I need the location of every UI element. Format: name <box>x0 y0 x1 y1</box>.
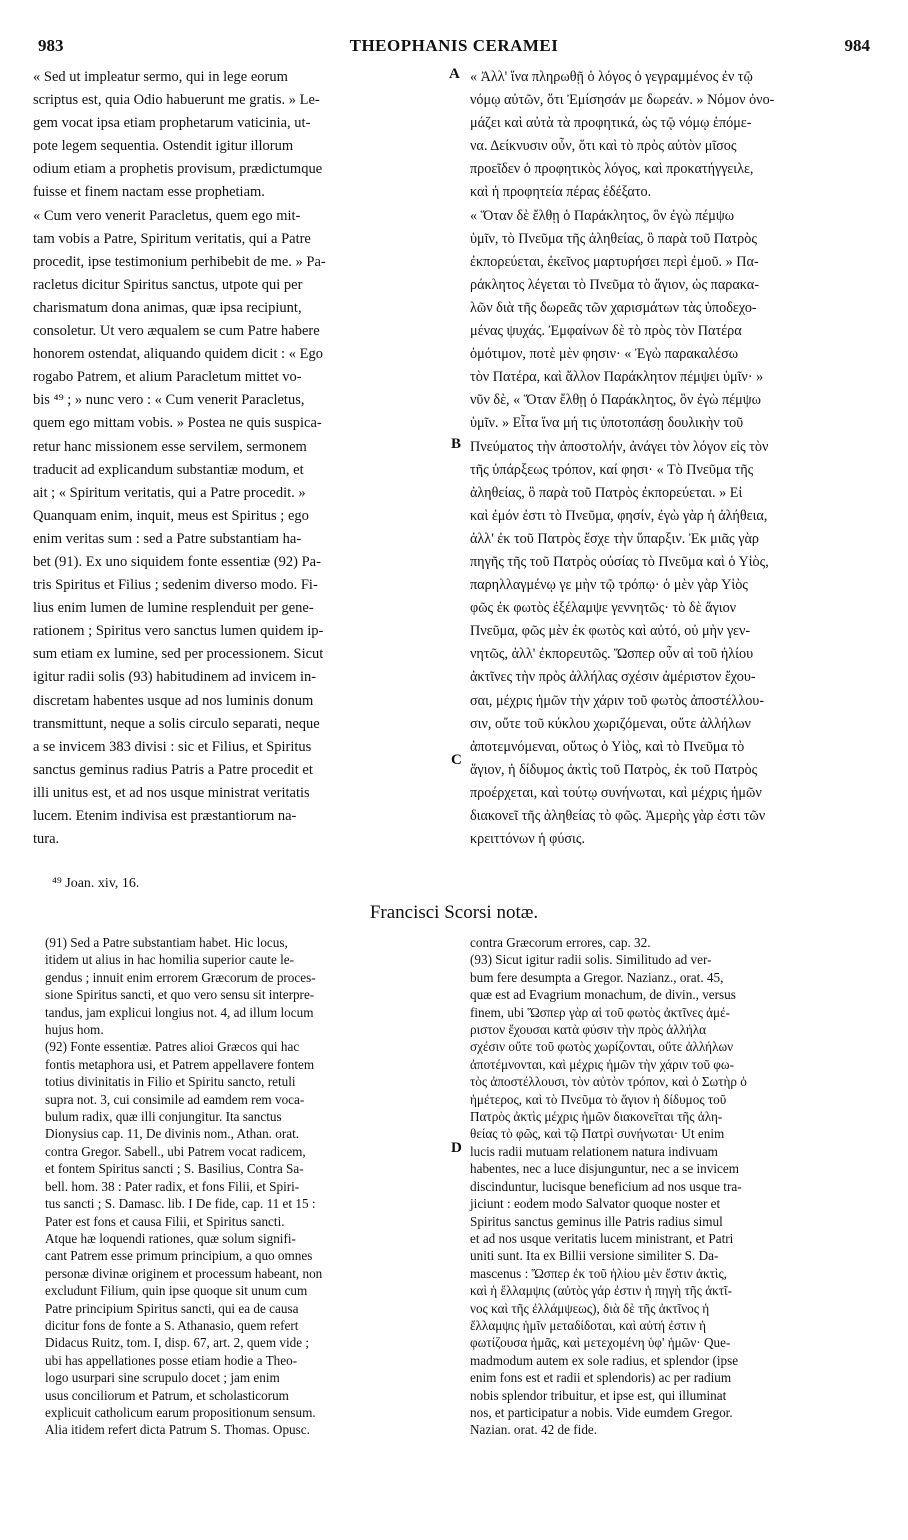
running-title: THEOPHANIS CERAMEI <box>349 36 559 55</box>
footnote: ⁴⁹ Joan. xiv, 16. <box>52 876 140 891</box>
notes-left-column: (91) Sed a Patre substantiam habet. Hic locus, itidem ut alius in hac homilia superior caute le- gendus ; innuit enim errorem Græcorum de proces- sione Spiritus sancti, et quo vero sensu sit interpre- tandus, jam explicui longius not. 4, ad illum locum hujus hom. (92) Fonte essentiæ. Patres alioi Græcos qui hac fontis metaphora usi, et Patrem appellavere fontem totius divinitatis in Filio et Spiritu sancto, retuli supra not. 3, cui consimile ad eamdem rem voca- bulum radix, quæ illi conjungitur. Ita sanctus Dionysius cap. 11, De divinis nom., Athan. orat. contra Gregor. Sabell., ubi Patrem vocat radicem, et fontem Spiritus sancti ; S. Basilius, Contra Sa- bell. hom. 38 : Pater radix, et fons Filii, et Spiri- tus sancti ; S. Damasc. lib. I De fide, cap. 11 et 15 : Pater est fons et causa Filii, et Spiritus sancti. Atque hæ loquendi rationes, quæ solum signifi- cant Patrem esse primum principium, a quo omnes personæ divinæ originem et processum habeant, non excludunt Filium, quin ipse quoque sit unum cum Patre principium Spiritus sancti, qui ea de causa dicitur fons de fonte a S. Athanasio, quem refert Didacus Ruitz, tom. I, disp. 67, art. 2, quem vide ; ubi has appellationes posse etiam hodie a Theo- logo usurpari sine scrupulo docet ; jam enim usus conciliorum et Patrum, et scholasticorum explicuit catholicum earum propositionum sensum. Alia itidem refert dicta Patrum S. Thomas. Opusc. <box>45 935 323 1438</box>
page-number-right: 984 <box>844 36 870 55</box>
notes-right-column: contra Græcorum errores, cap. 32. (93) Sicut igitur radii solis. Similitudo ad ver- bum fere desumpta a Gregor. Nazianz., orat. 45, quæ est ad Evagrium monachum, de divin., versus finem, ubi Ὥσπερ γὰρ αἱ τοῦ φωτὸς ἀκτῖνες ἀμέ- ριστον ἔχουσαι κατὰ φύσιν τὴν πρὸς ἀλλήλα σχέσιν οὔτε τοῦ φωτὸς χωρίζονται, οὔτε ἀλλήλων ἀποτέμνονται, καὶ μέχρις ἡμῶν τὴν χάριν τοῦ φω- τὸς ἀποστέλλουσι, τὸν αὐτὸν τρόπον, καὶ ὁ Σωτὴρ ὁ ἡμέτερος, καὶ τὸ Πνεῦμα τὸ ἅγιον ἡ δίδυμος τοῦ Πατρὸς ἀκτὶς μέχρις ἡμῶν διακονεῖται τῆς ἀλη- θείας τὸ φῶς, καὶ τῷ Πατρὶ συνήνωται· Ut enim lucis radii mutuam relationem natura indivuam habentes, nec a luce disjunguntur, nec a se invicem discinduntur, lucisque beneficium ad nos usque tra- jiciunt : eodem modo Salvator quoque noster et Spiritus sanctus geminus ille Patris radius simul et ad nos usque veritatis lucem ministrant, et Patri uniti sunt. Ita ex Billii versione similiter S. Da- mascenus : Ὥσπερ ἐκ τοῦ ἡλίου μὲν ἔστιν ἀκτὶς, καὶ ἡ ἔλλαμψις (αὐτὸς γάρ ἐστιν ἡ πηγὴ τῆς ἀκτῖ- νος καὶ τῆς ἐλλάμψεως), διὰ δὲ τῆς ἀκτῖνος ἡ ἔλλαμψις ἡμῖν μεταδίδοται, καὶ αὐτή ἐστιν ἡ φωτίζουσα ἡμᾶς, καὶ μετεχομένη ὑφ' ἡμῶν· Que- madmodum autem ex sole radius, et splendor (ipse enim fons est et radii et splendoris) ac per radium nobis splendor tribuitur, et ipse est, qui illuminat nos, et participatur a nobis. Vide eumdem Gregor. Nazian. orat. 42 de fide. <box>470 935 747 1438</box>
margin-letter-c: C <box>451 752 462 768</box>
margin-letter-d: D <box>451 1140 462 1156</box>
margin-letter-b: B <box>451 436 462 452</box>
greek-text-column: « Ἀλλ' ἵνα πληρωθῇ ὁ λόγος ὁ γεγραμμένος ἐν τῷ νόμῳ αὐτῶν, ὅτι Ἐμίσησάν με δωρεάν. » Νόμον ὀνο- μάζει καὶ αὐτὰ τὰ προφητικά, ὡς τῷ νόμῳ ἑπόμε- να. Δείκνυσιν οὖν, ὅτι καὶ τὸ πρὸς αὐτὸν μῖσος προεῖδεν ὁ προφητικὸς λόγος, καὶ προκατήγγειλε, καὶ ἡ προφητεία πέρας ἐδέξατο. « Ὅταν δὲ ἔλθῃ ὁ Παράκλητος, ὃν ἐγὼ πέμψω ὑμῖν, τὸ Πνεῦμα τῆς ἀληθείας, ὃ παρὰ τοῦ Πατρὸς ἐκπορεύεται, ἐκεῖνος μαρτυρήσει περὶ ἐμοῦ. » Πα- ράκλητος λέγεται τὸ Πνεῦμα τὸ ἅγιον, ὡς παρακα- λῶν διὰ τῆς δωρεᾶς τῶν χαρισμάτων τὰς ὑποδεχο- μένας ψυχάς. Ἐμφαίνων δὲ τὸ πρὸς τὸν Πατέρα ὁμότιμον, ποτὲ μὲν φησιν· « Ἐγὼ παρακαλέσω τὸν Πατέρα, καὶ ἄλλον Παράκλητον πέμψει ὑμῖν· » νῦν δὲ, « Ὅταν ἔλθῃ ὁ Παράκλητος, ὃν ἐγὼ πέμψω ὑμῖν. » Εἶτα ἵνα μή τις ὑποτοπάσῃ δουλικὴν τοῦ Πνεύματος τὴν ἀποστολήν, ἀνάγει τὸν λόγον εἰς τὸν τῆς ὑπάρξεως τρόπον, καί φησι· « Τὸ Πνεῦμα τῆς ἀληθείας, ὃ παρὰ τοῦ Πατρὸς ἐκπορεύεται. » Εἰ καὶ ἐμόν ἐστι τὸ Πνεῦμα, φησίν, ἐγὼ γὰρ ἡ ἀλήθεια, ἀλλ' ἐκ τοῦ Πατρὸς ἔσχε τὴν ὕπαρξιν. Ἐκ μιᾶς γὰρ πηγῆς τῆς τοῦ Πατρὸς οὐσίας τὸ Πνεῦμα καὶ ὁ Υἱὸς, παρηλλαγμένῳ γε μὴν τῷ τρόπῳ· ὁ μὲν γὰρ Υἱὸς φῶς ἐκ φωτὸς ἐξέλαμψε γεννητῶς· τὸ δὲ ἅγιον Πνεῦμα, φῶς μὲν ἐκ φωτὸς καὶ αὐτό, οὐ μὴν γεν- νητῶς, ἀλλ' ἐκπορευτῶς. Ὥσπερ οὖν αἱ τοῦ ἡλίου ἀκτῖνες τὴν πρὸς ἀλλήλας σχέσιν ἀμέριστον ἔχου- σαι, μέχρις ἡμῶν τὴν χάριν τοῦ φωτὸς ἀποστέλλου- σιν, οὔτε τοῦ κύκλου χωριζόμεναι, οὔτε ἀλλήλων ἀποτεμνόμεναι, οὕτως ὁ Υἱὸς, καὶ τὸ Πνεῦμα τὸ ἅγιον, ἡ δίδυμος ἀκτὶς τοῦ Πατρὸς, ἐκ τοῦ Πατρὸς προέρχεται, καὶ τούτῳ συνήνωται, καὶ μέχρις ἡμῶν διακονεῖ τῆς ἀληθείας τὸ φῶς. Ἀμερὴς γὰρ ἐστι τῶν κρειττόνων ἡ φύσις. <box>470 69 775 848</box>
running-header <box>38 30 870 58</box>
margin-letter-a: A <box>449 66 460 82</box>
notes-title: Francisci Scorsi notæ. <box>369 902 539 923</box>
latin-text-column: « Sed ut impleatur sermo, qui in lege eorum scriptus est, quia Odio habuerunt me gratis. » Le- gem vocat ipsa etiam prophetarum vaticinia, ut- pote legem sequentia. Ostendit igitur illorum odium etiam a prophetis provisum, prædictumque fuisse et finem nactam esse prophetiam. « Cum vero venerit Paracletus, quem ego mit- tam vobis a Patre, Spiritum veritatis, qui a Patre procedit, ipse testimonium perhibebit de me. » Pa- racletus dicitur Spiritus sanctus, utpote qui per charismatum dona animas, quæ ipsa recipiunt, consoletur. Ut vero æqualem se cum Patre habere honorem ostendat, aliquando quidem dicit : « Ego rogabo Patrem, et alium Paracletum mittet vo- bis ⁴⁹ ; » nunc vero : « Cum venerit Paracletus, quem ego mittam vobis. » Postea ne quis suspica- retur hanc missionem esse servilem, sermonem traducit ad explicandum substantiæ modum, et ait ; « Spiritum veritatis, qui a Patre procedit. » Quanquam enim, inquit, meus est Spiritus ; ego enim veritas sum : sed a Patre substantiam ha- bet (91). Ex uno siquidem fonte essentiæ (92) Pa- tris Spiritus et Filius ; sedenim diverso modo. Fi- lius enim lumen de lumine resplenduit per gene- rationem ; Spiritus vero sanctus lumen quidem ip- sum etiam ex lumine, sed per processionem. Sicut igitur radii solis (93) habitudinem ad invicem in- discretam habentes usque ad nos luminis donum transmittunt, neque a solis circulo separati, neque a se invicem 383 divisi : sic et Filius, et Spiritus sanctus geminus radius Patris a Patre procedit et illi unitus est, et ad nos usque ministrat veritatis lucem. Etenim indivisa est præstantiorum na- tura. <box>33 69 326 848</box>
page-number-left: 983 <box>38 36 64 55</box>
